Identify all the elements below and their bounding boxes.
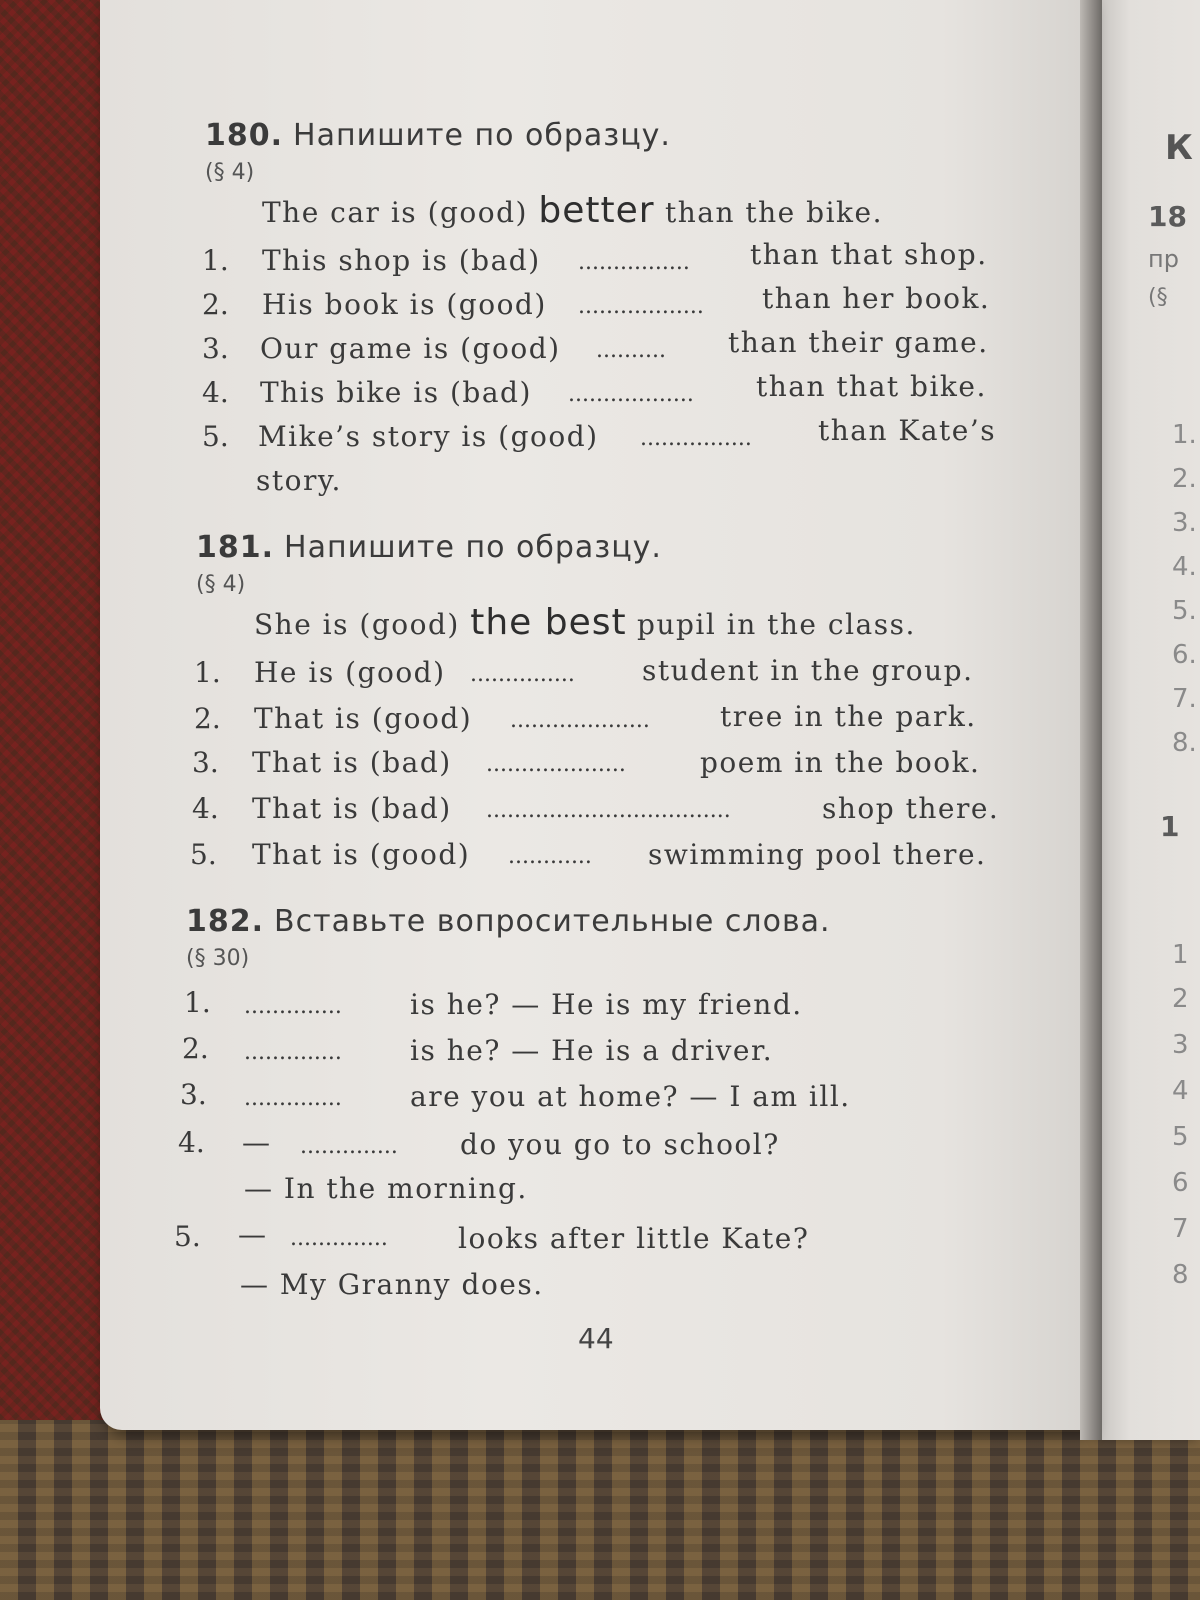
next-page-item-number: 8 [1172,1260,1189,1290]
example-ending: than the bike. [664,196,883,229]
item-number: 2. [182,1032,209,1065]
carpet-background [0,1420,1200,1600]
example-answer: the best [470,602,627,643]
item-number: 4. [202,376,229,409]
next-page-item-number: 2 [1172,984,1189,1014]
exercise-180-example [262,190,883,231]
item-number: 5. [190,838,217,871]
exercise-instruction: Напишите по образцу. [284,530,662,565]
item-number: 2. [194,702,221,735]
item-ending: tree in the park. [720,700,977,733]
next-page-exercise-number: 1 [1160,810,1180,843]
next-page-item-number: 8. [1172,728,1197,758]
item-ending: is he? — He is a driver. [410,1034,774,1067]
next-page-item-number: 3 [1172,1030,1189,1060]
item-prompt: That is (good) [252,838,471,871]
item-ending: student in the group. [642,654,974,687]
item-ending: than Kate’s [818,414,997,447]
next-page-item-number: 1 [1172,940,1189,970]
example-ending: pupil in the class. [637,608,916,641]
answer-blank[interactable]: .............. [290,1226,388,1251]
item-ending: than their game. [728,326,989,359]
item-number: 3. [180,1078,207,1111]
item-number: 1. [194,656,221,689]
exercise-182-ref: (§ 30) [186,946,250,971]
exercise-180-ref: (§ 4) [205,160,255,185]
exercise-number: 181. [196,530,275,565]
exercise-181-ref: (§ 4) [196,572,246,597]
next-page-item-number: 7. [1172,684,1197,714]
example-answer: better [538,190,655,231]
next-page-item-number: 7 [1172,1214,1189,1244]
answer-blank[interactable]: ................ [578,250,690,275]
exercise-number: 180. [205,118,284,153]
item-ending-continued: story. [256,464,342,497]
answer-blank[interactable]: .................... [486,752,626,777]
item-prompt: Mike’s story is (good) [258,420,599,453]
answer-blank[interactable]: .......... [596,338,666,363]
exercise-181-heading [196,530,662,565]
item-prompt: That is (bad) [252,792,452,825]
item-prompt: That is (bad) [252,746,452,779]
item-ending: swimming pool there. [648,838,987,871]
answer-blank[interactable]: .................. [578,294,704,319]
item-ending: poem in the book. [700,746,981,779]
answer-blank[interactable]: .............. [244,1086,342,1111]
answer-blank[interactable]: .............. [244,1040,342,1065]
page-number: 44 [578,1322,614,1355]
item-number: 5. [174,1220,201,1253]
answer-blank[interactable]: .................. [568,382,694,407]
answer-blank[interactable]: ................................... [486,798,731,823]
next-page-item-number: 6. [1172,640,1197,670]
item-ending: is he? — He is my friend. [410,988,803,1021]
next-page-exercise-number: 18 [1148,200,1187,233]
next-page-item-number: 6 [1172,1168,1189,1198]
item-number: 1. [184,986,211,1019]
item-ending: do you go to school? [460,1128,780,1161]
answer-blank[interactable]: ............ [508,844,592,869]
next-page-instruction: пр [1148,245,1179,273]
next-page-item-number: 2. [1172,464,1197,494]
example-prompt: She is (good) [254,608,460,641]
exercise-182-heading [186,904,831,939]
answer-blank[interactable]: ................ [640,426,752,451]
item-ending: than her book. [762,282,991,315]
exercise-instruction: Вставьте вопросительные слова. [274,904,831,939]
item-prompt: This shop is (bad) [262,244,541,277]
dialogue-dash: — [238,1218,268,1251]
next-page-item-number: 3. [1172,508,1197,538]
next-page-item-number: 5. [1172,596,1197,626]
next-page-item-number: 1. [1172,420,1197,450]
item-prompt: That is (good) [254,702,473,735]
item-ending: looks after little Kate? [458,1222,810,1255]
exercise-instruction: Напишите по образцу. [293,118,671,153]
item-ending: are you at home? — I am ill. [410,1080,851,1113]
item-ending: than that bike. [756,370,987,403]
item-prompt: Our game is (good) [260,332,561,365]
item-number: 3. [202,332,229,365]
exercise-number: 182. [186,904,265,939]
exercise-180-heading [205,118,671,153]
exercise-181-example [254,602,916,643]
example-prompt: The car is (good) [262,196,528,229]
answer-blank[interactable]: .............. [300,1134,398,1159]
answer-blank[interactable]: .................... [510,708,650,733]
next-page-item-number: 4. [1172,552,1197,582]
item-number: 5. [202,420,229,453]
item-prompt: This bike is (bad) [260,376,532,409]
dialogue-reply: — In the morning. [244,1172,528,1205]
next-page-ref: (§ [1148,285,1168,310]
item-number: 1. [202,244,229,277]
dialogue-dash: — [242,1126,272,1159]
item-number: 4. [178,1126,205,1159]
item-ending: than that shop. [750,238,988,271]
item-number: 2. [202,288,229,321]
next-page-heading: К [1165,128,1193,168]
item-prompt: He is (good) [254,656,446,689]
item-ending: shop there. [822,792,1000,825]
dialogue-reply: — My Granny does. [240,1268,544,1301]
answer-blank[interactable]: .............. [244,994,342,1019]
item-number: 3. [192,746,219,779]
next-page-item-number: 5 [1172,1122,1189,1152]
item-number: 4. [192,792,219,825]
next-page-item-number: 4 [1172,1076,1189,1106]
answer-blank[interactable]: ............... [470,662,575,687]
book-gutter [1080,0,1102,1440]
item-prompt: His book is (good) [262,288,547,321]
